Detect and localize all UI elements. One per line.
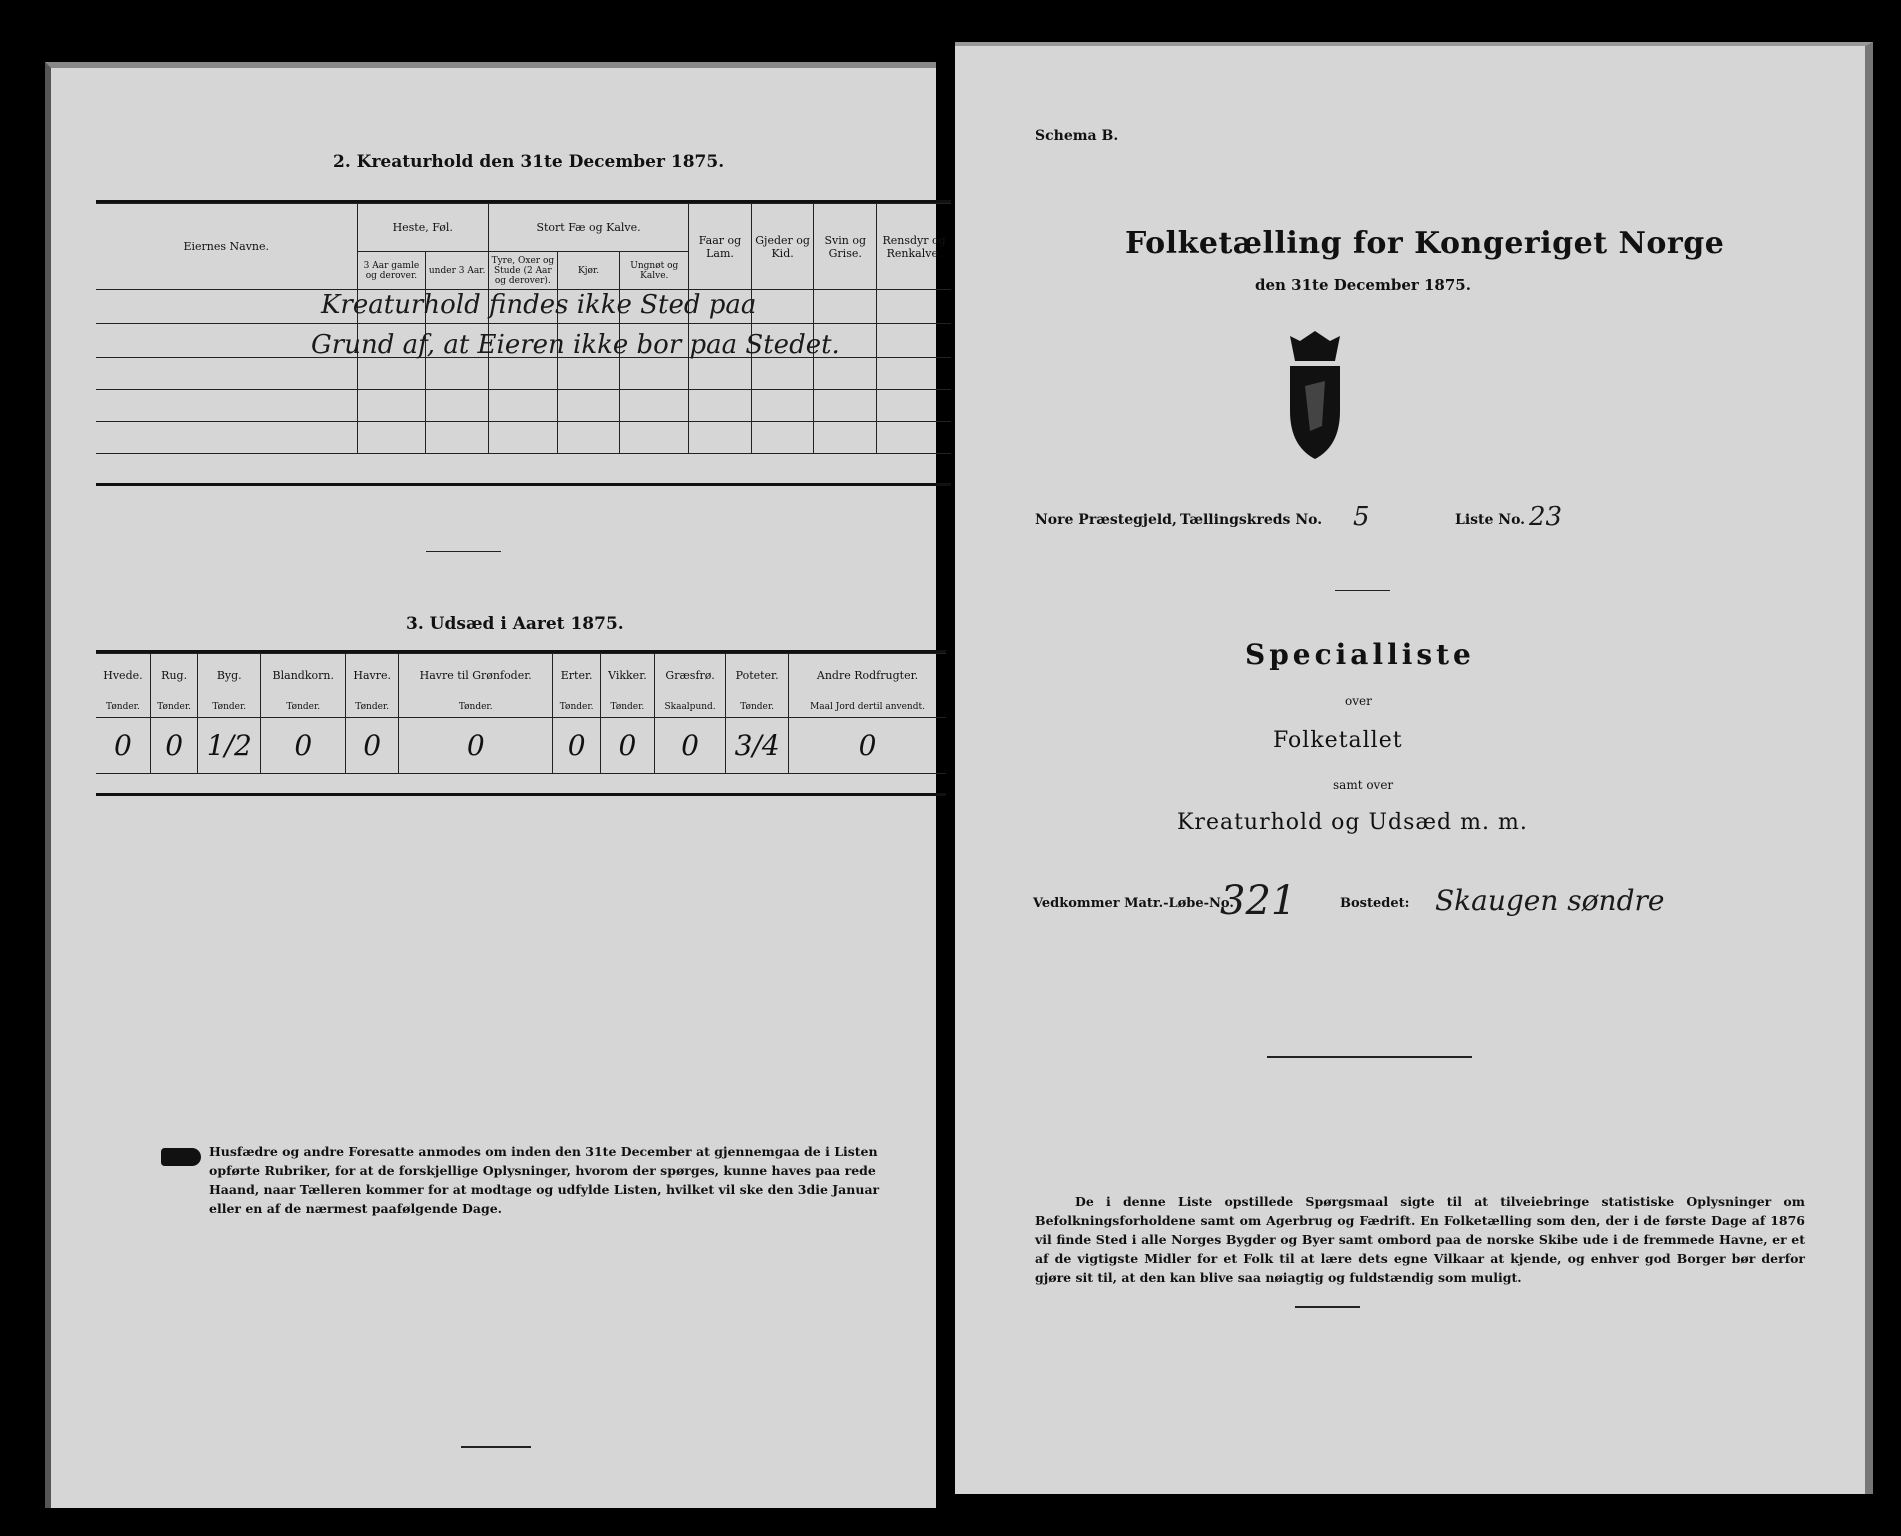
divider (1295, 1306, 1360, 1308)
seed-col-value: 0 (600, 718, 654, 774)
section3-title: 3. Udsæd i Aaret 1875. (406, 614, 624, 634)
rule (96, 483, 951, 486)
seed-col-value: 0 (789, 718, 946, 774)
seed-col-value: 0 (553, 718, 600, 774)
prestegjeld-label: Nore Præstegjeld, (1035, 512, 1177, 528)
seed-col-name: Rug. (150, 654, 197, 698)
matr-value: 321 (1220, 878, 1297, 924)
seed-col-value: 0 (261, 718, 346, 774)
main-title: Folketælling for Kongeriget Norge (1125, 226, 1725, 261)
seed-col-name: Andre Rodfrugter. (789, 654, 946, 698)
folketallet-text: Folketallet (1273, 728, 1403, 753)
seed-col-name: Vikker. (600, 654, 654, 698)
tyre-header: Tyre, Oxer og Stude (2 Aar og derover). (488, 252, 557, 290)
svin-header: Svin og Grise. (814, 204, 877, 290)
seed-col-name: Blandkorn. (261, 654, 346, 698)
pointing-hand-icon (161, 1148, 201, 1166)
handwritten-note-line1: Kreaturhold findes ikke Sted paa (321, 290, 757, 320)
faar-header: Faar og Lam. (689, 204, 752, 290)
samt-over-text: samt over (1333, 778, 1394, 792)
seed-col-unit: Maal Jord dertil anvendt. (789, 698, 946, 718)
handwritten-note-line2: Grund af, at Eieren ikke bor paa Stedet. (311, 330, 840, 360)
kreds-label: Tællingskreds No. (1180, 512, 1323, 528)
seed-col-unit: Tønder. (346, 698, 399, 718)
kreaturhold-text: Kreaturhold og Udsæd m. m. (1177, 810, 1528, 835)
divider (1267, 1056, 1472, 1058)
seed-col-unit: Tønder. (726, 698, 789, 718)
seed-col-value: 0 (654, 718, 725, 774)
seed-col-value: 0 (150, 718, 197, 774)
heste-header: Heste, Føl. (357, 204, 488, 252)
over-text: over (1345, 694, 1372, 708)
specialliste-title: Specialliste (1245, 638, 1475, 671)
seed-col-name: Erter. (553, 654, 600, 698)
liste-value: 23 (1529, 502, 1563, 532)
kjor-header: Kjør. (557, 252, 620, 290)
coat-of-arms-icon (1270, 331, 1360, 461)
gjeder-header: Gjeder og Kid. (751, 204, 814, 290)
rensdyr-header: Rensdyr og Renkalve. (877, 204, 951, 290)
seed-col-unit: Tønder. (198, 698, 261, 718)
matr-label: Vedkommer Matr.-Løbe-No. (1033, 896, 1234, 911)
seed-col-name: Poteter. (726, 654, 789, 698)
left-page (45, 62, 946, 1508)
seed-col-value: 1/2 (198, 718, 261, 774)
seed-table (96, 653, 946, 774)
heste-young-header: under 3 Aar. (426, 252, 489, 290)
seed-col-name: Havre. (346, 654, 399, 698)
seed-col-name: Græsfrø. (654, 654, 725, 698)
rule (96, 793, 946, 796)
seed-col-unit: Skaalpund. (654, 698, 725, 718)
liste-label: Liste No. (1455, 512, 1526, 528)
footer-text: De i denne Liste opstillede Spørgsmaal sigte til at tilveiebringe statistiske Oplysninger om Befolkningsforholdene samt om Agerbrug og Fædrift. En Folketælling som den, der i de første Dage af 1876 vil finde Sted i alle Norges Bygder og Byer samt ombord paa de norske Skibe ude i de fremmede Havne, er et af de vigtigste Midler for et Folk til at lære dets egne Vilkaar at kjende, og enhver god Borger bør derfor gjøre sit til, at den kan blive saa nøiagtig og fuldstændig som muligt. (1035, 1194, 1805, 1285)
bosted-value: Skaugen søndre (1435, 884, 1665, 917)
seed-col-value: 0 (96, 718, 150, 774)
owner-header: Eiernes Navne. (96, 204, 357, 290)
seed-col-unit: Tønder. (150, 698, 197, 718)
seed-col-unit: Tønder. (96, 698, 150, 718)
livestock-table (96, 203, 951, 454)
seed-col-name: Havre til Grønfoder. (399, 654, 553, 698)
seed-col-unit: Tønder. (553, 698, 600, 718)
schema-label: Schema B. (1035, 128, 1119, 144)
seed-col-unit: Tønder. (261, 698, 346, 718)
seed-col-name: Byg. (198, 654, 261, 698)
divider (1335, 590, 1390, 591)
divider (461, 1446, 531, 1448)
kreds-value: 5 (1353, 502, 1370, 532)
seed-col-unit: Tønder. (399, 698, 553, 718)
main-subtitle: den 31te December 1875. (1255, 276, 1471, 294)
heste-old-header: 3 Aar gamle og derover. (357, 252, 426, 290)
seed-col-name: Hvede. (96, 654, 150, 698)
divider (426, 551, 501, 552)
bosted-label: Bostedet: (1340, 896, 1410, 911)
seed-col-value: 0 (399, 718, 553, 774)
seed-col-value: 0 (346, 718, 399, 774)
section2-title: 2. Kreaturhold den 31te December 1875. (333, 152, 725, 172)
right-page (955, 42, 1873, 1494)
instructions-note: Husfædre og andre Foresatte anmodes om inden den 31te December at gjennemgaa de i Listen opførte Rubriker, for at de forskjellige Oplysninger, hvorom der spørges, kunne haves paa rede Haand, naar Tælleren kommer for at modtage og udfylde Listen, hvilket vil ske den 3die Januar eller en af de nærmest paafølgende Dage. (209, 1144, 880, 1216)
seed-col-unit: Tønder. (600, 698, 654, 718)
ungnot-header: Ungnøt og Kalve. (620, 252, 689, 290)
stortfae-header: Stort Fæ og Kalve. (488, 204, 688, 252)
seed-col-value: 3/4 (726, 718, 789, 774)
